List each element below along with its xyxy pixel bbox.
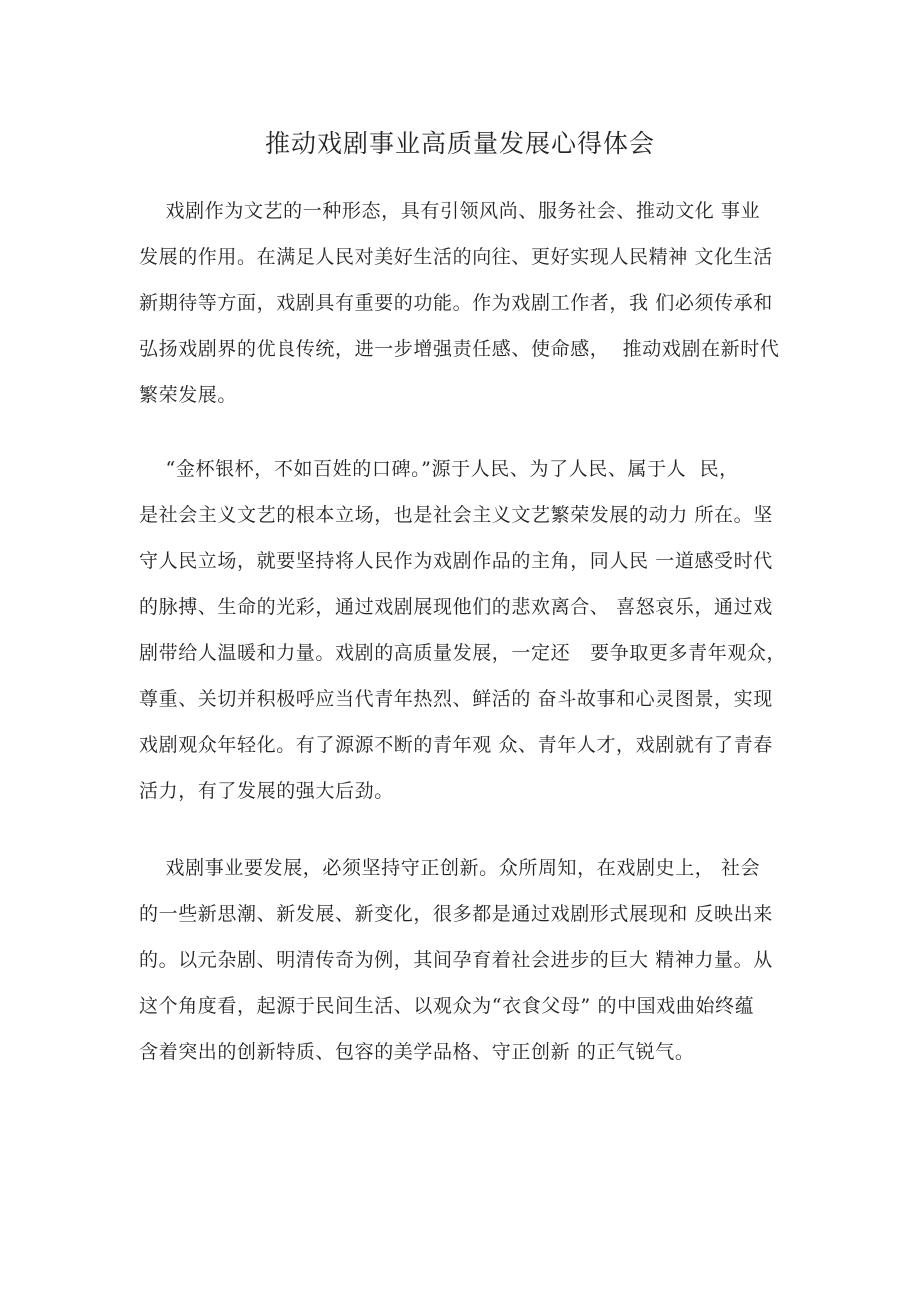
paragraph-2-line-4: 的脉搏、生命的光彩，通过戏剧展现他们的悲欢离合、 喜怒哀乐，通过戏 <box>139 596 773 618</box>
paragraph-2-line-5: 剧带给人温暖和力量。戏剧的高质量发展，一定还 要争取更多青年观众， <box>139 642 787 664</box>
paragraph-1-line-3: 新期待等方面，戏剧具有重要的功能。作为戏剧工作者，我 们必须传承和 <box>139 292 773 314</box>
paragraph-3-line-5: 含着突出的创新特质、包容的美学品格、守正创新 的正气锐气。 <box>139 1041 695 1063</box>
document-title: 推动戏剧事业高质量发展心得体会 <box>264 129 655 158</box>
paragraph-2-line-6: 尊重、关切并积极呼应当代青年热烈、鲜活的 奋斗故事和心灵图景，实现 <box>139 688 773 710</box>
paragraph-1-line-2: 发展的作用。在满足人民对美好生活的向往、更好实现人民精神 文化生活 <box>139 246 773 268</box>
paragraph-1-line-4: 弘扬戏剧界的优良传统，进一步增强责任感、使命感， 推动戏剧在新时代 <box>139 338 780 360</box>
paragraph-2-line-1: “金杯银杯，不如百姓的口碑。”源于人民、为了人民、属于人 民， <box>139 458 739 480</box>
paragraph-1-line-5: 繁荣发展。 <box>139 384 238 406</box>
paragraph-2-line-3: 守人民立场，就要坚持将人民作为戏剧作品的主角，同人民 一道感受时代 <box>139 550 773 572</box>
paragraph-3-line-4: 这个角度看，起源于民间生活、以观众为“衣食父母” 的中国戏曲始终蕴 <box>139 995 755 1017</box>
paragraph-3-line-3: 的。以元杂剧、明清传奇为例，其间孕育着社会进步的巨大 精神力量。从 <box>139 949 773 971</box>
paragraph-2-line-8: 活力，有了发展的强大后劲。 <box>139 780 394 802</box>
paragraph-2-line-2: 是社会主义文艺的根本立场，也是社会主义文艺繁荣发展的动力 所在。坚 <box>139 504 773 526</box>
paragraph-2-line-7: 戏剧观众年轻化。有了源源不断的青年观 众、青年人才，戏剧就有了青春 <box>139 734 773 756</box>
paragraph-3-line-1: 戏剧事业要发展，必须坚持守正创新。众所周知，在戏剧史上， 社会 <box>139 857 761 879</box>
paragraph-3-line-2: 的一些新思潮、新发展、新变化，很多都是通过戏剧形式展现和 反映出来 <box>139 903 773 925</box>
paragraph-1-line-1: 戏剧作为文艺的一种形态，具有引领风尚、服务社会、推动文化 事业 <box>139 200 761 222</box>
